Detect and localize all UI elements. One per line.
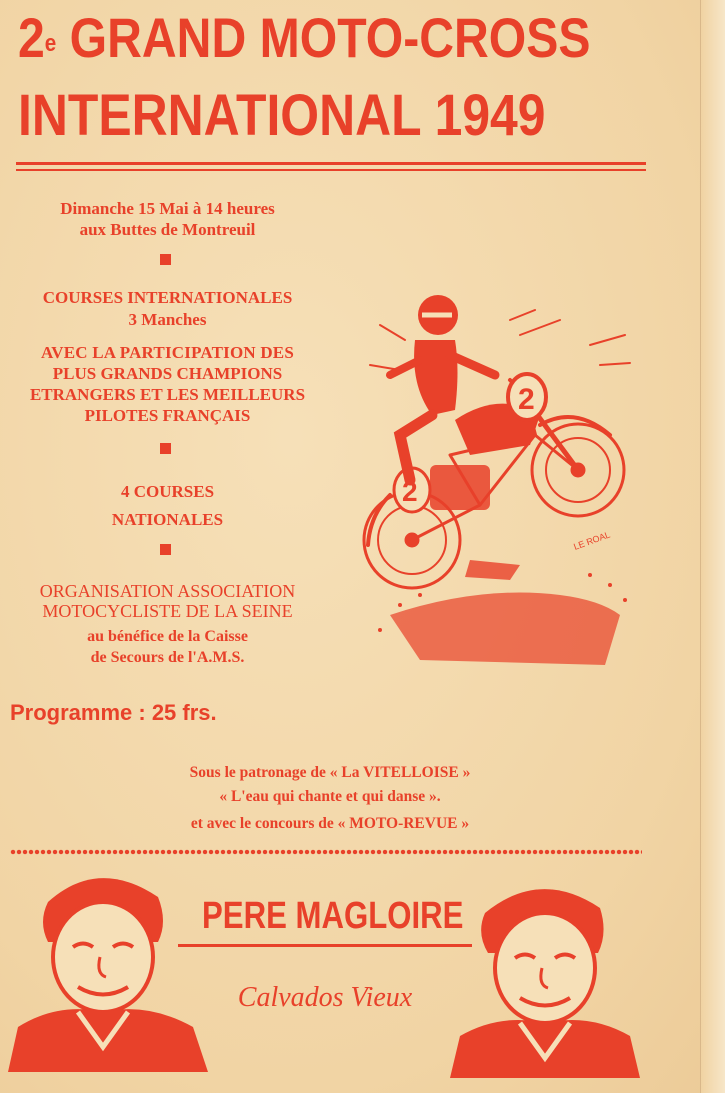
title-rule-bottom (16, 169, 646, 171)
organisation-line-1: ORGANISATION ASSOCIATION (39, 581, 296, 601)
participation-line-2: PLUS GRANDS CHAMPIONS (52, 364, 283, 383)
title-ordinal-suffix: e (44, 30, 57, 57)
motocross-rider-illustration (360, 285, 640, 675)
title-rule-top (16, 162, 646, 165)
poster-title-line2: INTERNATIONAL 1949 (18, 83, 546, 148)
international-rounds: 3 Manches (128, 310, 207, 329)
event-date: Dimanche 15 Mai à 14 heures (60, 199, 275, 218)
participation-line-3: ETRANGERS ET LES MEILLEURS (29, 385, 306, 404)
title-text-line1: GRAND MOTO-CROSS (69, 6, 591, 69)
organisation-line-2: MOTOCYCLISTE DE LA SEINE (42, 601, 293, 621)
side-plate-text: 2 (402, 476, 418, 507)
poster-title-line1 (18, 6, 591, 69)
advert-product: Calvados Vieux (237, 982, 413, 1013)
event-place: aux Buttes de Montreuil (79, 220, 256, 239)
national-line-1: 4 COURSES (120, 482, 215, 501)
patronage-line-3: et avec le concours de « MOTO-REVUE » (190, 815, 470, 832)
participation-line-4: PILOTES FRANÇAIS (84, 406, 251, 425)
organisation-line-4: de Secours de l'A.M.S. (90, 649, 245, 666)
pere-magloire-portrait-right (440, 868, 640, 1078)
pere-magloire-portrait-left (8, 862, 208, 1072)
advert-brand-underline (178, 944, 472, 947)
bullet-square-2 (160, 443, 171, 454)
participation-line-1: AVEC LA PARTICIPATION DES (41, 343, 294, 362)
organisation-line-3: au bénéfice de la Caisse (87, 628, 248, 645)
programme-price: Programme : 25 frs. (10, 700, 217, 725)
national-line-2: NATIONALES (111, 510, 224, 529)
number-plate-text: 2 (518, 383, 535, 416)
international-heading: COURSES INTERNATIONALES (42, 288, 293, 307)
bullet-square-3 (160, 544, 171, 555)
patronage-line-1: Sous le patronage de « La VITELLOISE » (189, 764, 471, 781)
bullet-square-1 (160, 254, 171, 265)
paper-edge (700, 0, 725, 1093)
decorative-wavy-rule (10, 849, 642, 855)
artist-signature: LE ROAL (572, 529, 612, 552)
title-ordinal: 2 (18, 6, 45, 69)
patronage-line-2: « L'eau qui chante et qui danse ». (219, 788, 441, 805)
advert-brand: PERE MAGLOIRE (202, 895, 464, 937)
